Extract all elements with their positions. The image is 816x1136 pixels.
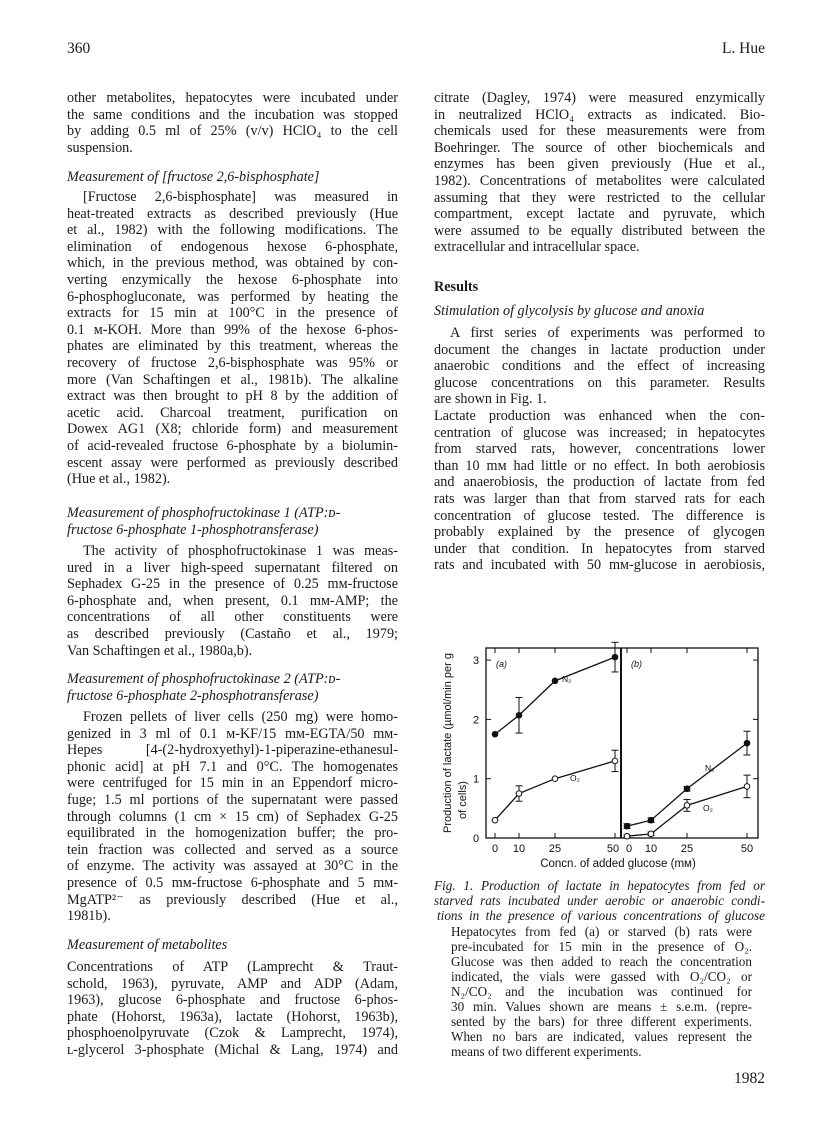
text-line: glucose concentrations on this parameter. Results [434,374,765,391]
y-axis-label: of cells) [457,781,469,819]
text-line: 1982). Concentrations of metabolites were calculated [434,172,765,189]
text-line: schold, 1963), pyruvate, AMP and ADP (Adam, [67,975,398,992]
series-line-n2 [495,657,615,734]
section-heading [67,937,398,954]
text-line: Frozen pellets of liver cells (250 mg) were homo- [83,709,398,725]
data-point [744,740,750,746]
text-line: rats was larger than that from starved rats for each [434,490,765,507]
text-line: escent assay were performed as previously described [67,454,398,471]
series-label: N₂ [705,763,715,773]
text-line: Measurement of phosphofructokinase 2 (ATP:ᴅ- [67,671,341,687]
paragraph [67,959,398,1059]
text-line: 6-phosphogluconate, was performed by heating the [67,288,398,305]
paragraph [434,408,765,574]
text-line: Hepatocytes from fed (a) or starved (b) rats were [451,924,752,939]
text-line: which, in the previous method, was obtained by con- [67,255,398,272]
text-line: sented by the bars) for three different experiments. [451,1014,752,1029]
text-line: enzymes has been given previously (Hue et al., [434,156,765,173]
y-tick-label: 0 [472,833,480,845]
text-line: Measurement of [fructose 2,6-bisphosphate] [67,169,320,185]
text-line: ʟ-glycerol 3-phosphate (Michal & Lang, 1974) and [67,1041,398,1058]
y-tick-label: 2 [472,714,480,727]
section-heading [67,671,398,704]
text-line: compartment, except lactate and pyruvate, which [434,206,765,223]
data-point [684,803,690,809]
text-line: Results [434,279,479,295]
text-line: et al., 1982) with the following modifications. The [67,222,398,239]
text-line: probably explained by the presence of glycogen [434,524,765,541]
series-label: O₂ [570,773,580,783]
text-line: phate (Hohorst, 1963a), lactate (Hohorst, 1963b), [67,1008,398,1025]
text-line: heat-treated extracts as described previously (Hue [67,205,398,222]
text-line: MgATP²⁻ as previously described (Hue et al., [67,891,398,908]
text-line: presence of 0.5 mᴍ-fructose 6-phosphate and 5 mᴍ- [67,874,398,891]
text-line: rats and incubated with 50 mᴍ-glucose in aerobiosis, [434,557,765,574]
text-line: citrate (Dagley, 1974) were measured enzymically [434,90,765,106]
text-line: Measurement of phosphofructokinase 1 (ATP:ᴅ- [67,505,341,521]
text-line: fuge; 1.5 ml portions of the supernatant were passed [67,791,398,808]
text-line: genized in 3 ml of 0.1 ᴍ-KF/15 mᴍ-EGTA/50 mᴍ- [67,725,398,742]
x-tick-label: 50 [606,843,620,855]
text-line: pre-incubated for 15 min in the presence of O₂. [451,939,752,954]
data-point [492,817,498,823]
text-line: 6-phosphate and, when present, 0.1 mᴍ-AMP; the [67,592,398,609]
x-tick-label: 25 [680,843,694,855]
text-line: the same conditions and the incubation was stopped [67,106,398,123]
text-line: Hepes [4-(2-hydroxyethyl)-1-piperazine-ethanesul- [67,742,398,759]
paragraph [434,90,765,256]
running-head-author: L. Hue [721,40,765,57]
y-tick-label: 3 [472,655,480,668]
text-line: Glucose was then added to reach the concentration [451,954,752,969]
text-line: 30 min. Values shown are means ± s.e.m. (repre- [451,999,752,1014]
text-line: 1963), glucose 6-phosphate and fructose 6-phos- [67,992,398,1009]
text-line: Sephadex G-25 in the presence of 0.25 mᴍ-fructose [67,576,398,593]
text-line: recovery of fructose 2,6-bisphosphate was 95% or [67,354,398,371]
series-line-n2 [627,743,747,826]
paragraph [67,90,398,156]
data-point [744,784,750,790]
text-line: The activity of phosphofructokinase 1 was meas- [83,543,398,559]
text-line: extracellular and intracellular space. [434,239,640,256]
data-point [552,776,558,782]
text-line: ured in a liver high-speed supernatant filtered on [67,559,398,576]
section-heading [67,505,398,538]
y-tick-label: 1 [472,773,480,786]
x-tick-label: 0 [625,843,633,855]
text-line: through columns (1 cm × 15 cm) of Sephadex G-25 [67,808,398,825]
text-line: phonic acid] at pH 7.1 and 0°C. The homogenates [67,758,398,775]
text-line: [Fructose 2,6-bisphosphate] was measured in [83,189,398,205]
page-number: 360 [67,40,91,57]
text-line: Measurement of metabolites [67,937,228,953]
text-line: Stimulation of glycolysis by glucose and anoxia [434,303,705,319]
text-line: Dowex AG1 (X8; chloride form) and measurement [67,421,398,438]
text-line: equilibrated in the homogenization buffer; the pro- [67,825,398,842]
results-heading [434,279,765,296]
section-heading [434,303,765,320]
paragraph [67,709,398,925]
text-line: assuming that they were restricted to the cellular [434,189,765,206]
x-tick-label: 0 [491,843,499,855]
text-line: fructose 6-phosphate 1-phosphotransferase) [67,521,319,538]
x-tick-label: 10 [512,843,526,855]
figure-caption-title [434,878,765,923]
text-line: centration of glucose was increased; in hepatocytes [434,424,765,441]
text-line: more (Van Schaftingen et al., 1981b). The alkaline [67,371,398,388]
section-heading [67,169,398,186]
text-line: acetic acid. Charcoal treatment, purification on [67,404,398,421]
text-line: When no bars are indicated, values represent the [451,1029,752,1044]
data-point [612,758,618,764]
text-line: are shown in Fig. 1. [434,391,547,408]
data-point [684,786,690,792]
text-line: verting enzymically the hexose 6-phosphate into [67,271,398,288]
text-line: and anaerobiosis, the production of lactate from fed [434,474,765,491]
text-line: tions in the presence of various concentrations of glucose [437,908,765,923]
text-line: phates are eliminated by this treatment, whereas the [67,338,398,355]
text-line: phosphoenolpyruvate (Czok & Lamprecht, 1974), [67,1025,398,1042]
text-line: indicated, the vials were gassed with O₂/CO₂ or [451,969,752,984]
text-line: were centrifuged for 15 min in an Eppendorf micro- [67,775,398,792]
text-line: Fig. 1. Production of lactate in hepatocytes from fed or [434,878,765,893]
panel-label: (b) [631,659,642,669]
text-line: anaerobic conditions and the effect of increasing [434,358,765,375]
text-line: elimination of endogenous hexose 6-phosphate, [67,238,398,255]
text-line: extracts for 15 min at 100°C in the presence of [67,305,398,322]
text-line: by adding 0.5 ml of 25% (v/v) HClO₄ to the cell [67,123,398,140]
text-line: concentration of glucose tested. The difference is [434,507,765,524]
data-point [552,678,558,684]
text-line: 0.1 ᴍ-KOH. More than 99% of the hexose 6-phos- [67,321,398,338]
text-line: were assumed to be equally distributed between the [434,222,765,239]
text-line: of enzyme. The activity was assayed at 30°C in the [67,858,398,875]
data-point [516,791,522,797]
text-line: extract was then brought to pH 8 by the addition of [67,388,398,405]
text-line: 1981b). [67,908,111,925]
text-line: other metabolites, hepatocytes were incubated under [67,90,398,106]
paragraph [67,543,398,659]
text-line: N₂/CO₂ and the incubation was continued for [451,984,752,999]
figure-caption-body [451,924,752,1059]
data-point [624,833,630,839]
paragraph [434,325,765,408]
text-line: in neutralized HClO₄ extracts as indicated. Bio- [434,106,765,123]
data-point [624,823,630,829]
series-label: O₂ [703,803,713,813]
footer-year: 1982 [734,1070,765,1087]
text-line: concentrations of all other constituents were [67,609,398,626]
x-axis-label: Concn. of added glucose (mᴍ) [540,858,696,870]
text-line: Van Schaftingen et al., 1980a,b). [67,642,253,659]
text-line: under that condition. In hepatocytes from starved [434,540,765,557]
data-point [648,831,654,837]
data-point [516,712,522,718]
data-point [492,731,498,737]
text-line: suspension. [67,139,133,156]
data-point [612,654,618,660]
paragraph [67,189,398,488]
panel-label: (a) [496,659,507,669]
data-point [648,817,654,823]
series-label: N₂ [562,674,572,684]
text-line: from starved rats, however, concentrations lower [434,441,765,458]
text-line: document the changes in lactate production under [434,341,765,358]
text-line: of acid-revealed fructose 6-phosphate by a biolumin- [67,437,398,454]
series-line-o2 [495,761,615,820]
text-line: Lactate production was enhanced when the con- [434,408,765,424]
text-line: Boehringer. The source of other biochemicals and [434,139,765,156]
text-line: tein fraction was collected and served as a source [67,841,398,858]
x-tick-label: 25 [548,843,562,855]
text-line: (Hue et al., 1982). [67,471,171,488]
figure-1-chart [430,640,770,872]
text-line: than 10 mᴍ had little or no effect. In both aerobiosis [434,457,765,474]
text-line: fructose 6-phosphate 2-phosphotransferase) [67,687,319,704]
text-line: A first series of experiments was performed to [450,325,765,341]
text-line: as described previously (Castaño et al., 1979; [67,625,398,642]
text-line: means of two different experiments. [451,1044,642,1059]
x-tick-label: 10 [644,843,658,855]
text-line: starved rats incubated under aerobic or anaerobic condi- [434,893,765,908]
text-line: chemicals used for these measurements were from [434,123,765,140]
x-tick-label: 50 [740,843,754,855]
y-axis-label: Production of lactate (µmol/min per g [442,653,454,833]
text-line: Concentrations of ATP (Lamprecht & Traut- [67,959,398,975]
